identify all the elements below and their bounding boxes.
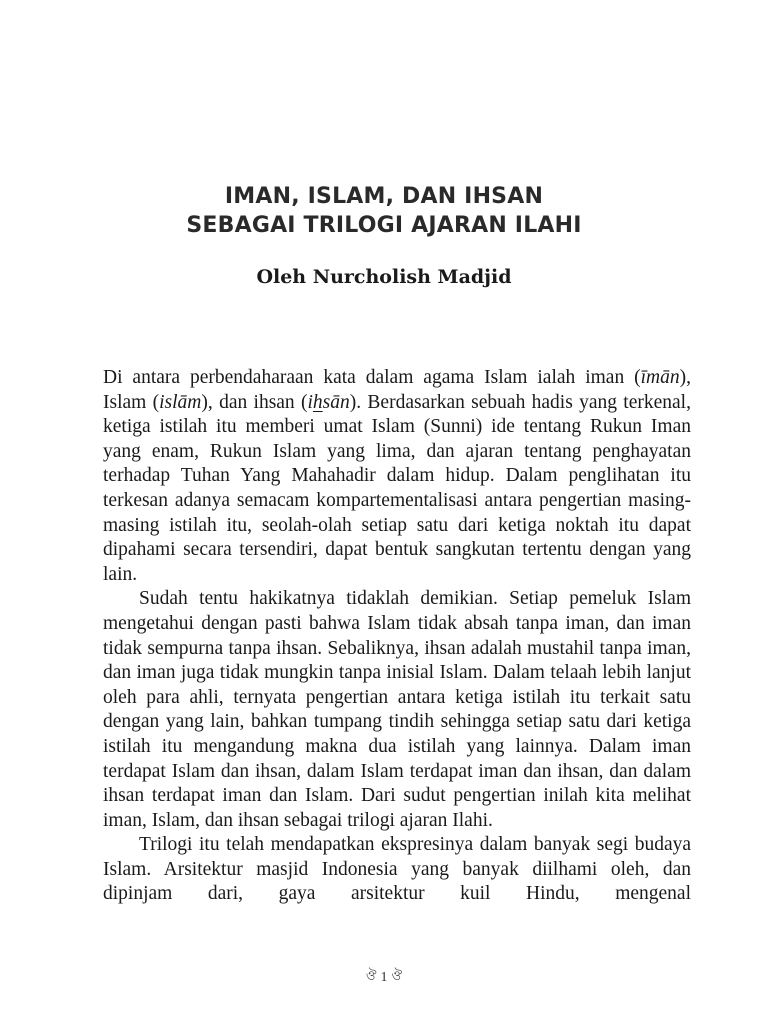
chapter-title-line-1: IMAN, ISLAM, DAN IHSAN bbox=[224, 184, 544, 209]
p1-text-d: ). Berdasarkan sebuah hadis yang terkenal, ketiga istilah itu memberi umat Islam (Sunni) ide tentang Rukun Iman yang enam, Rukun Islam yang lima, dan ajaran tentang penghayatan terhadap Tuhan Yang Mahahadir dalam hidup. Dalam penglihatan itu terkesan adanya semacam kompartementalisasi antara pengertian masing-masing istilah itu, seolah-olah setiap satu dari ketiga noktah itu dapat dipahami secara tersendiri, dapat bentuk sangkutan tertentu dengan yang lain. bbox=[103, 391, 691, 585]
term-ihsan bbox=[307, 392, 349, 413]
term-ihsan-part-2: h bbox=[312, 391, 323, 413]
term-ihsan-part-3: sān bbox=[322, 391, 350, 413]
term-ihsan-part-1: i bbox=[307, 391, 313, 413]
paragraph-1 bbox=[103, 366, 691, 587]
term-iman: īmān bbox=[640, 367, 680, 388]
term-islam: islām bbox=[159, 391, 202, 413]
p1-text-a: Di antara perbendaharaan kata dalam agama Islam ialah iman ( bbox=[103, 367, 641, 388]
p1-text-b: ), Islam ( bbox=[103, 367, 691, 413]
paragraph-3: Trilogi itu telah mendapatkan ekspresinya dalam banyak segi budaya Islam. Arsitektur masjid Indonesia yang banyak diilhami oleh, dan dipinjam dari, gaya arsitektur kuil Hindu, mengenal bbox=[103, 834, 691, 905]
chapter-title-line-2: SEBAGAI TRILOGI AJARAN ILAHI bbox=[186, 213, 582, 238]
ornament-left-icon: ঔ bbox=[365, 968, 377, 983]
body-text bbox=[103, 366, 691, 907]
chapter-title bbox=[0, 182, 768, 240]
p1-text-c: ), dan ihsan ( bbox=[201, 391, 308, 413]
author-byline: Oleh Nurcholish Madjid bbox=[256, 266, 512, 288]
page-number: 1 bbox=[380, 970, 388, 985]
page-footer bbox=[0, 966, 768, 988]
ornament-right-icon: ঔ bbox=[391, 968, 403, 983]
paragraph-2: Sudah tentu hakikatnya tidaklah demikian. Setiap pemeluk Islam mengetahui dengan pasti bahwa Islam tidak absah tanpa iman, dan iman tidak sempurna tanpa ihsan. Sebaliknya, ihsan adalah mustahil tanpa iman, dan iman juga tidak mungkin tanpa inisial Islam. Dalam telaah lebih lanjut oleh para ahli, ternyata pengertian antara ketiga istilah itu terkait satu dengan yang lain, bahkan tumpang tindih sehingga setiap satu dari ketiga istilah itu mengandung makna dua istilah yang lainnya. Dalam iman terdapat Islam dan ihsan, dalam Islam terdapat iman dan ihsan, dan dalam ihsan terdapat iman dan Islam. Dari sudut pengertian inilah kita melihat iman, Islam, dan ihsan sebagai trilogi ajaran Ilahi. bbox=[103, 588, 691, 831]
